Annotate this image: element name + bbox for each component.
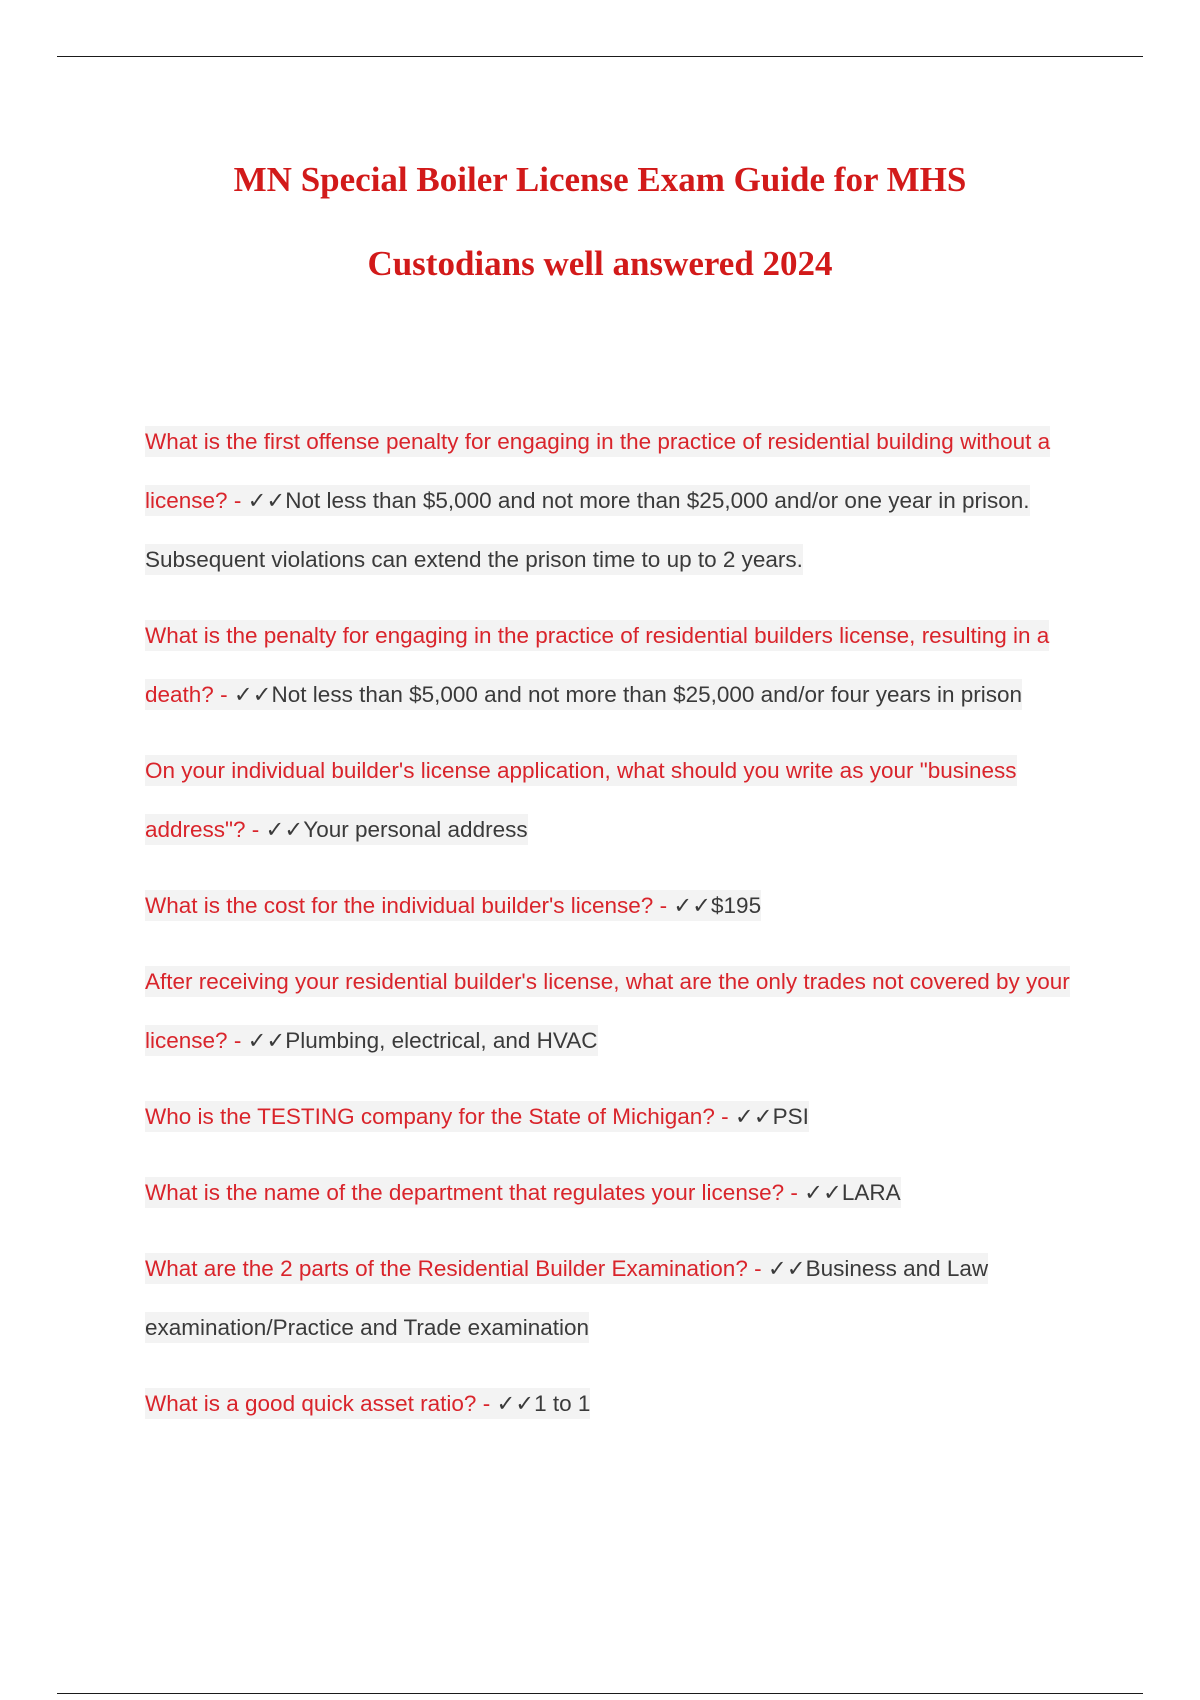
separator: - [227, 488, 248, 513]
top-rule [57, 56, 1143, 57]
separator: - [784, 1180, 805, 1205]
answer-text: Not less than $5,000 and not more than $25,000 and/or one year in prison. Subsequent violations can extend the prison time to up to 2 years. [145, 488, 1030, 572]
qa-list [145, 412, 1095, 1450]
check-marks: ✓✓ [247, 488, 286, 513]
question-text: On your individual builder's license application, what should you write as your "business address"? [145, 758, 1017, 842]
qa-item [145, 1087, 1095, 1146]
question-text: What is the first offense penalty for engaging in the practice of residential building without a license? [145, 429, 1051, 513]
qa-item [145, 606, 1095, 724]
check-marks: ✓✓ [496, 1391, 535, 1416]
answer-text: $195 [711, 893, 762, 918]
bottom-rule [57, 1693, 1143, 1694]
check-marks: ✓✓ [767, 1256, 806, 1281]
answer-text: Your personal address [303, 817, 528, 842]
check-marks: ✓✓ [734, 1104, 773, 1129]
qa-item [145, 412, 1095, 589]
qa-item [145, 952, 1095, 1070]
separator: - [747, 1256, 768, 1281]
title-line-2: Custodians well answered 2024 [367, 244, 833, 283]
answer-text: LARA [841, 1180, 901, 1205]
check-marks: ✓✓ [265, 817, 304, 842]
qa-item [145, 741, 1095, 859]
qa-item [145, 876, 1095, 935]
answer-text: Plumbing, electrical, and HVAC [285, 1028, 598, 1053]
separator: - [213, 682, 234, 707]
separator: - [714, 1104, 735, 1129]
check-marks: ✓✓ [673, 893, 712, 918]
qa-item [145, 1374, 1095, 1433]
question-text: What are the 2 parts of the Residential Builder Examination? [145, 1256, 748, 1281]
answer-text: Business and Law examination/Practice and Trade examination [145, 1256, 989, 1340]
question-text: What is the name of the department that regulates your license? [145, 1180, 785, 1205]
document-title [100, 138, 1100, 306]
title-line-1: MN Special Boiler License Exam Guide for MHS [233, 160, 967, 199]
separator: - [653, 893, 674, 918]
check-marks: ✓✓ [804, 1180, 842, 1205]
question-text: What is a good quick asset ratio? [145, 1391, 477, 1416]
question-text: What is the cost for the individual builder's license? [145, 893, 654, 918]
separator: - [476, 1391, 497, 1416]
qa-item [145, 1163, 1095, 1222]
check-marks: ✓✓ [247, 1028, 286, 1053]
answer-text: Not less than $5,000 and not more than $25,000 and/or four years in prison [271, 682, 1023, 707]
separator: - [245, 817, 266, 842]
question-text: Who is the TESTING company for the State of Michigan? [145, 1104, 715, 1129]
question-text: After receiving your residential builder's license, what are the only trades not covered by your license? [145, 969, 1070, 1053]
qa-item [145, 1239, 1095, 1357]
answer-text: PSI [772, 1104, 809, 1129]
question-text: What is the penalty for engaging in the practice of residential builders license, resulting in a death? [145, 623, 1050, 707]
separator: - [227, 1028, 248, 1053]
answer-text: 1 to 1 [534, 1391, 591, 1416]
check-marks: ✓✓ [233, 682, 272, 707]
